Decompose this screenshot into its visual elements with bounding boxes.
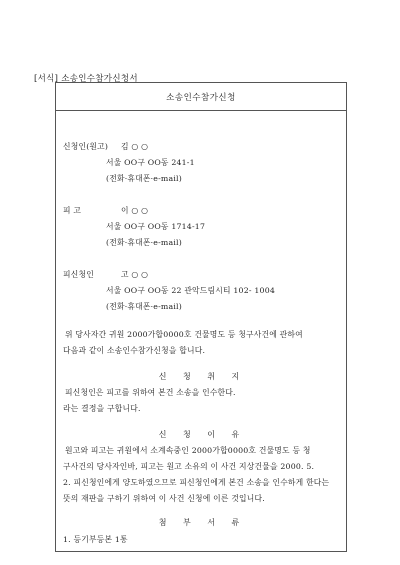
respondent-contact: (전화·휴대폰·e-mail)	[106, 302, 182, 311]
attachment-item-1: 1. 등기부등본 1통	[63, 535, 128, 544]
purpose-heading: 신 청 취 지	[158, 372, 244, 381]
application-form	[55, 82, 347, 552]
respondent-name: 고 ○ ○	[121, 270, 149, 279]
reason-line-2: 구사건의 당사자인바, 피고는 원고 소유의 이 사건 지상건물을 2000. 5.	[63, 462, 315, 471]
purpose-line-1: 피신청인은 피고를 위하여 본건 소송을 인수한다.	[65, 388, 236, 397]
respondent-role: 피신청인	[63, 270, 94, 279]
purpose-line-2: 라는 결정을 구합니다.	[63, 404, 141, 413]
applicant-contact: (전화·휴대폰·e-mail)	[106, 174, 182, 183]
attachments-heading: 첨 부 서 류	[158, 518, 244, 527]
reason-line-3: 2. 피신청인에게 양도하였으므로 피신청인에게 본건 소송을 인수하게 한다는	[63, 478, 330, 487]
reason-line-1: 원고와 피고는 귀원에서 소계속중인 2000가합0000호 건물명도 등 청	[65, 446, 311, 455]
defendant-role: 피 고	[63, 206, 82, 215]
reason-heading: 신 청 이 유	[158, 430, 244, 439]
applicant-role: 신청인(원고)	[63, 142, 109, 151]
defendant-address: 서울 OO구 OO동 1714-17	[106, 222, 206, 231]
defendant-name: 이 ○ ○	[121, 206, 149, 215]
respondent-address: 서울 OO구 OO동 22 관악드림시티 102- 1004	[106, 286, 276, 295]
intro-line-2: 다음과 같이 소송인수참가신청을 합니다.	[63, 346, 206, 355]
form-title: 소송인수참가신청	[56, 83, 346, 111]
applicant-name: 김 ○ ○	[121, 142, 149, 151]
form-label: [서식] 소송인수참가신청서	[34, 74, 138, 84]
defendant-contact: (전화·휴대폰·e-mail)	[106, 238, 182, 247]
intro-line-1: 위 당사자간 귀원 2000가합0000호 건물명도 등 청구사건에 관하여	[65, 330, 303, 339]
reason-line-4: 뜻의 재판을 구하기 위하여 이 사건 신청에 이른 것입니다.	[63, 494, 265, 503]
applicant-address: 서울 OO구 OO동 241-1	[106, 158, 195, 167]
